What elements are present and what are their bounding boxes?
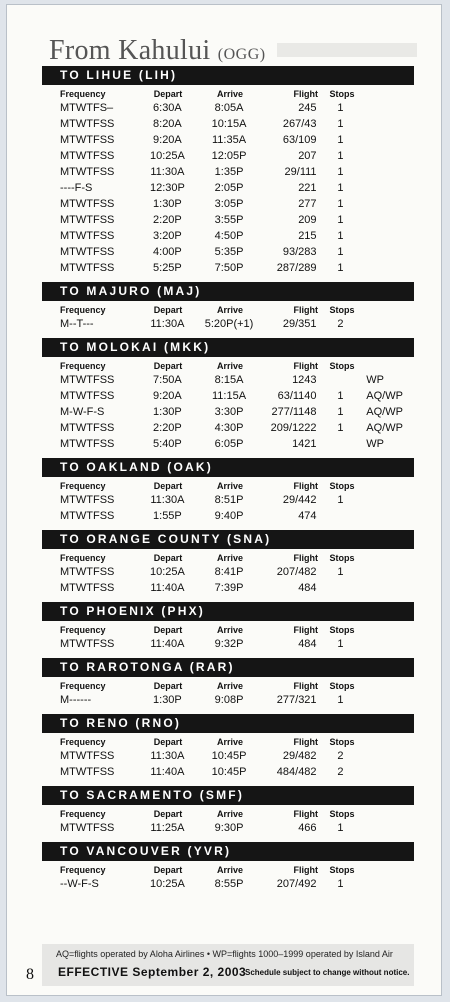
operator-cell xyxy=(364,764,414,780)
flight-cell: 245 xyxy=(298,102,317,114)
arrive-cell: 8:51P xyxy=(214,494,244,506)
section-heading: TO ORANGE COUNTY (SNA) xyxy=(42,530,414,549)
flight-cell: 29/111 xyxy=(284,166,317,178)
depart-cell: 5:40P xyxy=(153,438,182,450)
section-heading: TO OAKLAND (OAK) xyxy=(42,458,414,477)
flight-cell: 484 xyxy=(298,638,317,650)
arrive-cell: 9:32P xyxy=(214,638,244,650)
flight-cell: 474 xyxy=(298,510,317,522)
arrive-cell: 1:35P xyxy=(214,166,244,178)
stops-cell: 1 xyxy=(337,390,344,402)
depart-cell: 11:40A xyxy=(150,766,185,778)
depart-cell: 11:30A xyxy=(150,166,185,178)
column-header-arrive: Arrive xyxy=(216,361,243,371)
frequency-cell: MTWTFSS xyxy=(60,494,115,506)
flight-row xyxy=(42,436,414,452)
operator-cell xyxy=(364,564,414,580)
depart-cell: 10:25A xyxy=(149,150,185,162)
flight-row xyxy=(42,764,414,780)
destination-section xyxy=(42,786,414,842)
stops-cell: 1 xyxy=(337,638,344,650)
column-header-arrive: Arrive xyxy=(216,737,243,747)
frequency-cell: MTWTFSS xyxy=(60,262,115,274)
frequency-cell: MTWTFSS xyxy=(60,230,115,242)
frequency-cell: MTWTFSS xyxy=(60,214,115,226)
arrive-cell: 8:05A xyxy=(214,102,244,114)
arrive-cell: 5:20P(+1) xyxy=(204,318,254,330)
arrive-cell: 6:05P xyxy=(214,438,244,450)
flight-row xyxy=(42,580,414,596)
column-header-row xyxy=(42,736,414,748)
stops-cell: 1 xyxy=(337,214,344,226)
frequency-cell: ----F-S xyxy=(60,182,93,194)
depart-cell: 9:20A xyxy=(153,134,182,146)
flight-cell: 207/482 xyxy=(276,566,317,578)
arrive-cell: 5:35P xyxy=(214,246,244,258)
column-header-flight: Flight xyxy=(293,305,318,315)
frequency-cell: MTWTFSS xyxy=(60,750,115,762)
flight-cell: 209 xyxy=(298,214,317,226)
column-header-depart: Depart xyxy=(153,481,183,491)
flight-cell: 207 xyxy=(298,150,317,162)
column-header-frequency: Frequency xyxy=(60,361,106,371)
column-header-flight: Flight xyxy=(293,737,318,747)
column-header-frequency: Frequency xyxy=(60,625,106,635)
section-heading: TO MOLOKAI (MKK) xyxy=(42,338,414,357)
column-header-depart: Depart xyxy=(153,553,183,563)
depart-cell: 6:30A xyxy=(153,102,182,114)
column-header-stops: Stops xyxy=(329,553,355,563)
frequency-cell: MTWTFSS xyxy=(60,582,115,594)
section-heading: TO LIHUE (LIH) xyxy=(42,66,414,85)
flight-cell: 277/321 xyxy=(276,694,317,706)
stops-cell: 1 xyxy=(337,182,344,194)
depart-cell: 9:20A xyxy=(153,390,182,402)
operator-cell: WP xyxy=(366,374,385,386)
column-header-arrive: Arrive xyxy=(216,305,243,315)
operator-cell: AQ/WP xyxy=(366,406,403,418)
frequency-cell: MTWTFSS xyxy=(60,134,115,146)
depart-cell: 11:30A xyxy=(150,318,185,330)
column-header-row xyxy=(42,304,414,316)
operator-cell xyxy=(364,316,414,332)
flight-cell: 277 xyxy=(298,198,317,210)
operator-cell xyxy=(364,260,414,276)
depart-cell: 10:25A xyxy=(149,878,185,890)
column-header-stops: Stops xyxy=(329,737,355,747)
destination-section xyxy=(42,530,414,602)
flight-cell: 29/482 xyxy=(282,750,317,762)
stops-cell: 1 xyxy=(337,262,344,274)
operator-cell xyxy=(364,148,414,164)
column-header-row xyxy=(42,480,414,492)
flight-cell: 221 xyxy=(298,182,317,194)
column-header-arrive: Arrive xyxy=(216,865,243,875)
depart-cell: 11:40A xyxy=(150,582,185,594)
flight-cell: 63/1140 xyxy=(277,390,317,402)
frequency-cell: MTWTFSS xyxy=(60,150,115,162)
stops-cell: 1 xyxy=(337,422,344,434)
frequency-cell: MTWTFS– xyxy=(60,102,114,114)
operator-cell xyxy=(364,492,414,508)
arrive-cell: 10:15A xyxy=(211,118,247,130)
stops-cell: 1 xyxy=(337,822,344,834)
page-title xyxy=(49,35,266,67)
stops-cell: 1 xyxy=(337,150,344,162)
frequency-cell: MTWTFSS xyxy=(60,246,115,258)
arrive-cell: 10:45P xyxy=(211,750,247,762)
column-header-depart: Depart xyxy=(153,737,183,747)
effective-date: EFFECTIVE September 2, 2003 xyxy=(58,965,247,979)
stops-cell: 1 xyxy=(337,198,344,210)
column-header-row xyxy=(42,808,414,820)
column-header-flight: Flight xyxy=(293,681,318,691)
column-header-flight: Flight xyxy=(293,361,318,371)
depart-cell: 11:30A xyxy=(150,750,185,762)
flight-cell: 277/1148 xyxy=(271,406,317,418)
column-header-flight: Flight xyxy=(293,553,318,563)
destination-section xyxy=(42,282,414,338)
column-header-arrive: Arrive xyxy=(216,809,243,819)
frequency-cell: M-W-F-S xyxy=(60,406,105,418)
column-header-depart: Depart xyxy=(153,361,183,371)
operator-cell xyxy=(364,876,414,892)
column-header-stops: Stops xyxy=(329,481,355,491)
flight-cell: 287/289 xyxy=(276,262,317,274)
frequency-cell: MTWTFSS xyxy=(60,390,115,402)
depart-cell: 1:30P xyxy=(153,694,182,706)
frequency-cell: MTWTFSS xyxy=(60,422,115,434)
column-header-stops: Stops xyxy=(329,305,355,315)
depart-cell: 11:25A xyxy=(150,822,185,834)
depart-cell: 11:30A xyxy=(150,494,185,506)
depart-cell: 1:55P xyxy=(153,510,182,522)
column-header-frequency: Frequency xyxy=(60,481,106,491)
depart-cell: 2:20P xyxy=(153,422,182,434)
operator-cell xyxy=(364,508,414,524)
frequency-cell: MTWTFSS xyxy=(60,638,115,650)
column-header-row xyxy=(42,624,414,636)
column-header-row xyxy=(42,680,414,692)
arrive-cell: 3:55P xyxy=(214,214,244,226)
frequency-cell: MTWTFSS xyxy=(60,510,115,522)
arrive-cell: 3:30P xyxy=(214,406,244,418)
flight-cell: 93/283 xyxy=(282,246,317,258)
destination-section xyxy=(42,714,414,786)
flight-row xyxy=(42,404,414,420)
flight-cell: 1421 xyxy=(292,438,317,450)
title-code: (OGG) xyxy=(217,46,266,63)
stops-cell: 1 xyxy=(337,230,344,242)
operator-cell xyxy=(364,180,414,196)
flight-row xyxy=(42,636,414,652)
depart-cell: 12:30P xyxy=(149,182,185,194)
frequency-cell: MTWTFSS xyxy=(60,118,115,130)
flight-cell: 215 xyxy=(298,230,317,242)
operator-cell: AQ/WP xyxy=(366,390,403,402)
column-header-depart: Depart xyxy=(153,625,183,635)
column-header-depart: Depart xyxy=(153,305,183,315)
arrive-cell: 8:41P xyxy=(214,566,244,578)
column-header-stops: Stops xyxy=(329,625,355,635)
stops-cell: 1 xyxy=(337,878,344,890)
depart-cell: 3:20P xyxy=(153,230,182,242)
flight-cell: 466 xyxy=(298,822,317,834)
column-header-depart: Depart xyxy=(153,809,183,819)
column-header-arrive: Arrive xyxy=(216,89,243,99)
destination-section xyxy=(42,658,414,714)
frequency-cell: MTWTFSS xyxy=(60,438,115,450)
arrive-cell: 9:08P xyxy=(214,694,244,706)
flight-row xyxy=(42,564,414,580)
frequency-cell: MTWTFSS xyxy=(60,374,115,386)
section-heading: TO PHOENIX (PHX) xyxy=(42,602,414,621)
flight-row xyxy=(42,692,414,708)
arrive-cell: 4:30P xyxy=(214,422,244,434)
section-heading: TO SACRAMENTO (SMF) xyxy=(42,786,414,805)
column-header-stops: Stops xyxy=(329,865,355,875)
flight-row xyxy=(42,372,414,388)
column-header-stops: Stops xyxy=(329,361,355,371)
destination-sections xyxy=(42,66,414,898)
column-header-row xyxy=(42,864,414,876)
arrive-cell: 11:35A xyxy=(212,134,247,146)
column-header-flight: Flight xyxy=(293,865,318,875)
depart-cell: 4:00P xyxy=(153,246,182,258)
arrive-cell: 8:55P xyxy=(214,878,244,890)
column-header-flight: Flight xyxy=(293,809,318,819)
flight-cell: 484 xyxy=(298,582,317,594)
arrive-cell: 4:50P xyxy=(214,230,244,242)
flight-row xyxy=(42,876,414,892)
flight-row xyxy=(42,196,414,212)
column-header-depart: Depart xyxy=(153,89,183,99)
operator-cell: AQ/WP xyxy=(366,422,403,434)
frequency-cell: MTWTFSS xyxy=(60,566,115,578)
stops-cell: 1 xyxy=(337,406,344,418)
stops-cell: 1 xyxy=(337,166,344,178)
flight-row xyxy=(42,180,414,196)
depart-cell: 11:40A xyxy=(150,638,185,650)
depart-cell: 8:20A xyxy=(153,118,182,130)
stops-cell: 1 xyxy=(337,694,344,706)
destination-section xyxy=(42,66,414,282)
bleed-through-shadow xyxy=(277,43,417,57)
flight-row xyxy=(42,820,414,836)
flight-row xyxy=(42,100,414,116)
title-text: From Kahului xyxy=(49,35,211,66)
stops-cell: 1 xyxy=(337,134,344,146)
flight-row xyxy=(42,212,414,228)
stops-cell: 1 xyxy=(337,246,344,258)
section-heading: TO MAJURO (MAJ) xyxy=(42,282,414,301)
depart-cell: 2:20P xyxy=(153,214,182,226)
flight-cell: 209/1222 xyxy=(270,422,317,434)
column-header-frequency: Frequency xyxy=(60,865,106,875)
flight-row xyxy=(42,132,414,148)
stops-cell: 1 xyxy=(337,118,344,130)
flight-cell: 29/442 xyxy=(282,494,317,506)
flight-row xyxy=(42,164,414,180)
flight-row xyxy=(42,420,414,436)
stops-cell xyxy=(317,372,365,388)
frequency-cell: MTWTFSS xyxy=(60,198,115,210)
operator-cell xyxy=(364,580,414,596)
footer-note: AQ=flights operated by Aloha Airlines • WP=flights 1000–1999 operated by Island Air xyxy=(56,949,393,959)
flight-cell: 63/109 xyxy=(282,134,317,146)
column-header-frequency: Frequency xyxy=(60,809,106,819)
stops-cell xyxy=(317,436,365,452)
column-header-arrive: Arrive xyxy=(216,625,243,635)
stops-cell: 1 xyxy=(337,494,344,506)
stops-cell: 2 xyxy=(337,750,344,762)
flight-cell: 29/351 xyxy=(282,318,317,330)
frequency-cell: MTWTFSS xyxy=(60,766,115,778)
flight-row xyxy=(42,316,414,332)
operator-cell xyxy=(364,692,414,708)
arrive-cell: 2:05P xyxy=(214,182,244,194)
column-header-stops: Stops xyxy=(329,809,355,819)
column-header-depart: Depart xyxy=(153,865,183,875)
frequency-cell: M------ xyxy=(60,694,92,706)
operator-cell xyxy=(364,132,414,148)
flight-cell: 207/492 xyxy=(276,878,317,890)
flight-row xyxy=(42,260,414,276)
column-header-depart: Depart xyxy=(153,681,183,691)
depart-cell: 5:25P xyxy=(153,262,182,274)
stops-cell: 1 xyxy=(337,566,344,578)
operator-cell xyxy=(364,100,414,116)
column-header-stops: Stops xyxy=(329,89,355,99)
flight-row xyxy=(42,748,414,764)
arrive-cell: 3:05P xyxy=(214,198,244,210)
column-header-frequency: Frequency xyxy=(60,89,106,99)
depart-cell: 10:25A xyxy=(149,566,185,578)
frequency-cell: M--T--- xyxy=(60,318,94,330)
operator-cell xyxy=(364,820,414,836)
flight-row xyxy=(42,228,414,244)
stops-cell xyxy=(317,580,365,596)
column-header-flight: Flight xyxy=(293,625,318,635)
arrive-cell: 7:50P xyxy=(214,262,244,274)
operator-cell xyxy=(364,244,414,260)
flight-row xyxy=(42,492,414,508)
page-number: 8 xyxy=(26,966,34,983)
arrive-cell: 12:05P xyxy=(211,150,247,162)
destination-section xyxy=(42,338,414,458)
operator-cell xyxy=(364,228,414,244)
column-header-frequency: Frequency xyxy=(60,737,106,747)
flight-row xyxy=(42,116,414,132)
arrive-cell: 10:45P xyxy=(211,766,247,778)
column-header-arrive: Arrive xyxy=(216,681,243,691)
column-header-row xyxy=(42,88,414,100)
column-header-stops: Stops xyxy=(329,681,355,691)
column-header-arrive: Arrive xyxy=(216,481,243,491)
column-header-frequency: Frequency xyxy=(60,681,106,691)
operator-cell xyxy=(364,116,414,132)
operator-cell: WP xyxy=(366,438,385,450)
frequency-cell: --W-F-S xyxy=(60,878,99,890)
column-header-frequency: Frequency xyxy=(60,305,106,315)
frequency-cell: MTWTFSS xyxy=(60,166,115,178)
column-header-flight: Flight xyxy=(293,481,318,491)
arrive-cell: 11:15A xyxy=(212,390,247,402)
depart-cell: 1:30P xyxy=(153,406,182,418)
section-heading: TO RENO (RNO) xyxy=(42,714,414,733)
column-header-frequency: Frequency xyxy=(60,553,106,563)
section-heading: TO VANCOUVER (YVR) xyxy=(42,842,414,861)
destination-section xyxy=(42,602,414,658)
flight-row xyxy=(42,388,414,404)
column-header-flight: Flight xyxy=(293,89,318,99)
frequency-cell: MTWTFSS xyxy=(60,822,115,834)
disclaimer: Schedule subject to change without notice. xyxy=(245,968,410,977)
arrive-cell: 7:39P xyxy=(214,582,244,594)
depart-cell: 1:30P xyxy=(153,198,182,210)
flight-cell: 1243 xyxy=(292,374,317,386)
arrive-cell: 8:15A xyxy=(214,374,244,386)
operator-cell xyxy=(364,636,414,652)
destination-section xyxy=(42,842,414,898)
operator-cell xyxy=(364,196,414,212)
column-header-row xyxy=(42,552,414,564)
destination-section xyxy=(42,458,414,530)
flight-cell: 267/43 xyxy=(282,118,317,130)
stops-cell: 2 xyxy=(337,766,344,778)
arrive-cell: 9:30P xyxy=(214,822,244,834)
section-heading: TO RAROTONGA (RAR) xyxy=(42,658,414,677)
operator-cell xyxy=(364,164,414,180)
operator-cell xyxy=(364,748,414,764)
column-header-arrive: Arrive xyxy=(216,553,243,563)
operator-cell xyxy=(364,212,414,228)
depart-cell: 7:50A xyxy=(153,374,182,386)
flight-row xyxy=(42,244,414,260)
stops-cell: 1 xyxy=(337,102,344,114)
stops-cell xyxy=(317,508,365,524)
flight-cell: 484/482 xyxy=(276,766,317,778)
stops-cell: 2 xyxy=(337,318,344,330)
arrive-cell: 9:40P xyxy=(214,510,244,522)
column-header-row xyxy=(42,360,414,372)
flight-row xyxy=(42,508,414,524)
flight-row xyxy=(42,148,414,164)
